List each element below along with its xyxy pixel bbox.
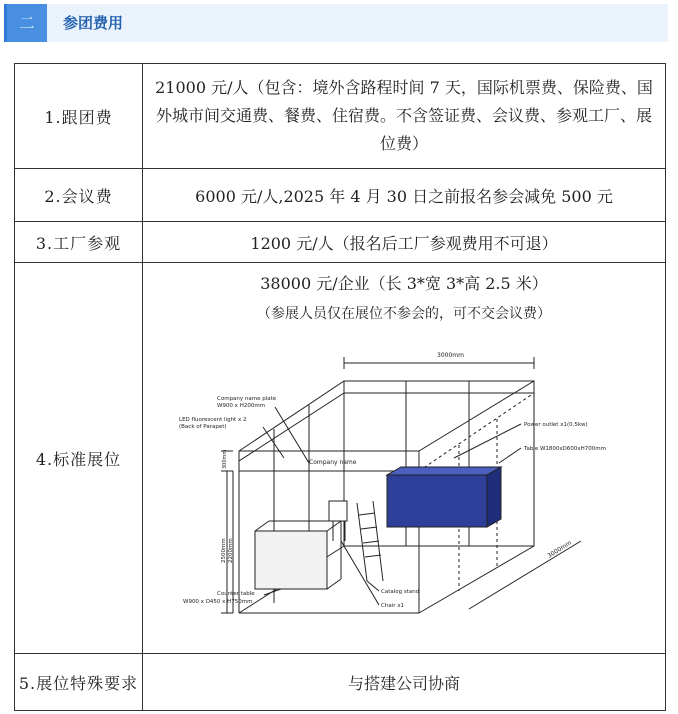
row-label: 4.标准展位 [15, 263, 143, 654]
row-content: 6000 元/人,2025 年 4 月 30 日之前报名参会减免 500 元 [143, 169, 666, 222]
section-header [4, 4, 668, 42]
table-row [15, 169, 666, 222]
booth-note: （参展人员仅在展位不参会的，可不交会议费） [257, 306, 551, 322]
callout-led-title: LED fluorescent light x 2 [179, 417, 247, 423]
callout-led-note: (Back of Parapet) [179, 424, 227, 430]
booth-cell [143, 263, 666, 654]
dim-height-2: 2200mm [228, 538, 234, 563]
booth-price: 38000 元/企业（长 3*宽 3*高 2.5 米） [260, 274, 548, 293]
dim-width: 3000mm [437, 352, 464, 359]
callout-power: Power outlet x1(0.5kw) [524, 422, 588, 428]
dim-depth: 3000mm [546, 539, 573, 560]
callout-counter-size: W900 x D450 x H750mm [183, 599, 253, 605]
section-number: 二 [7, 4, 47, 42]
table-row [15, 263, 666, 654]
row-content: 21000 元/人（包含：境外含路程时间 7 天，国际机票费、保险费、国外城市间交通费、餐费、住宿费。不含签证费、会议费、参观工厂、展位费） [143, 64, 666, 169]
callout-table: Table W1800xD600xH700mm [524, 446, 606, 452]
fee-table [14, 63, 666, 711]
row-label: 2.会议费 [15, 169, 143, 222]
row-content: 1200 元/人（报名后工厂参观费用不可退） [143, 222, 666, 263]
callout-chair: Chair x1 [381, 603, 404, 609]
row-label: 3.工厂参观 [15, 222, 143, 263]
table-row [15, 222, 666, 263]
callout-name-plate-size: W900 x H200mm [217, 403, 266, 409]
section-title: 参团费用 [63, 14, 124, 32]
row-label: 1.跟团费 [15, 64, 143, 169]
dim-fascia: 300mm [222, 449, 228, 469]
table-row [15, 64, 666, 169]
dim-height-1: 2500mm [221, 538, 227, 563]
booth-diagram [169, 333, 639, 633]
callout-catalog: Catalog stand [381, 589, 420, 595]
callout-counter-title: Counter table [217, 591, 255, 597]
row-label: 5.展位特殊要求 [15, 654, 143, 711]
callout-name-plate-title: Company name plate [217, 396, 277, 402]
row-content: 与搭建公司协商 [143, 654, 666, 711]
table-row [15, 654, 666, 711]
display-table [387, 467, 501, 527]
name-plate-text: Company name [309, 459, 357, 466]
